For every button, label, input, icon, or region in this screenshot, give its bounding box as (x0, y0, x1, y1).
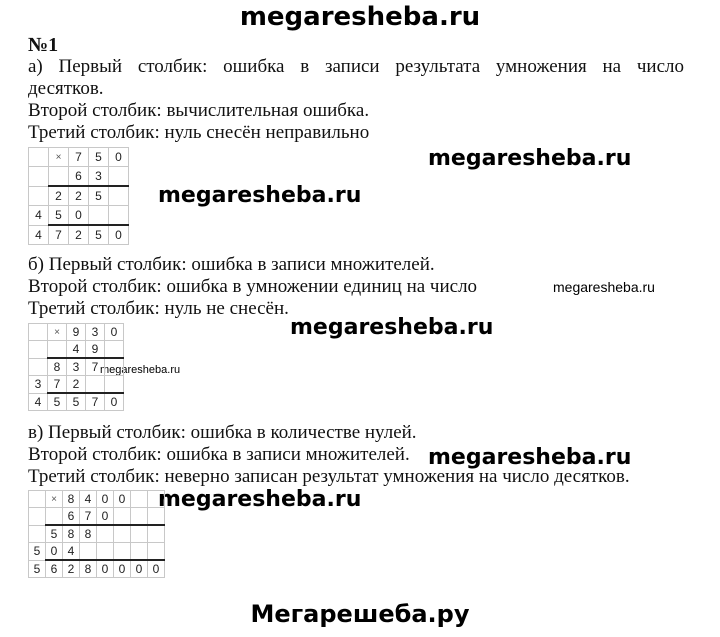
grid-cell: 0 (97, 491, 114, 508)
section-b-line3: Третий столбик: нуль не снесён. (28, 298, 289, 319)
grid-row (29, 167, 129, 187)
grid-cell: 2 (67, 376, 86, 394)
grid-cell: 0 (109, 148, 129, 167)
grid-cell: × (46, 491, 63, 508)
grid-cell (97, 543, 114, 561)
multiplication-grid-a (28, 147, 129, 245)
grid-row (29, 206, 129, 226)
grid-cell: 0 (109, 225, 129, 245)
grid-cell (148, 508, 165, 526)
section-a-line1: а) Первый столбик: ошибка в записи результата умножения на число (28, 56, 684, 77)
grid-cell: 2 (49, 186, 69, 206)
grid-cell: 5 (89, 148, 109, 167)
section-b-line1: б) Первый столбик: ошибка в записи множителей. (28, 254, 435, 275)
grid-cell: × (49, 148, 69, 167)
grid-row (29, 225, 129, 245)
grid-row (29, 560, 165, 578)
grid-cell: 6 (46, 560, 63, 578)
grid-row (29, 508, 165, 526)
grid-cell: 3 (29, 376, 48, 394)
grid-cell: 8 (80, 525, 97, 543)
grid-cell (109, 167, 129, 187)
grid-cell (109, 186, 129, 206)
grid-cell: 5 (67, 393, 86, 411)
grid-cell (105, 341, 124, 359)
grid-cell (46, 508, 63, 526)
grid-cell (131, 508, 148, 526)
grid-cell (80, 543, 97, 561)
grid-cell: 0 (46, 543, 63, 561)
watermark: megaresheba.ru (290, 315, 494, 340)
grid-cell: 8 (63, 491, 80, 508)
grid-cell: 0 (97, 560, 114, 578)
grid-cell: 4 (29, 393, 48, 411)
grid-cell (131, 525, 148, 543)
grid-cell: 5 (49, 206, 69, 226)
grid-cell (148, 543, 165, 561)
grid-cell: 2 (69, 186, 89, 206)
multiplication-grid-c (28, 490, 165, 578)
grid-cell: 3 (89, 167, 109, 187)
watermark: megaresheba.ru (428, 445, 632, 470)
section-a-line2: Второй столбик: вычислительная ошибка. (28, 100, 370, 121)
section-c-line1: в) Первый столбик: ошибка в количестве нулей. (28, 422, 417, 443)
grid-cell (89, 206, 109, 226)
grid-cell (29, 508, 46, 526)
grid-cell: 5 (29, 543, 46, 561)
grid-cell (97, 525, 114, 543)
grid-cell: 2 (63, 560, 80, 578)
grid-cell (29, 167, 49, 187)
grid-cell: 4 (29, 225, 49, 245)
grid-cell: 0 (69, 206, 89, 226)
grid-cell: 7 (80, 508, 97, 526)
grid-cell: 5 (46, 525, 63, 543)
grid-row (29, 393, 124, 411)
grid-cell: 8 (80, 560, 97, 578)
grid-row (29, 376, 124, 394)
grid-cell (29, 341, 48, 359)
section-c-line3: Третий столбик: неверно записан результат умножения на число десятков. (28, 466, 630, 487)
site-watermark-bottom: Мегарешеба.ру (250, 600, 470, 628)
watermark: megaresheba.ru (428, 146, 632, 171)
grid-cell: 4 (63, 543, 80, 561)
grid-cell: 7 (86, 393, 105, 411)
grid-cell: 0 (105, 324, 124, 341)
section-c-line2: Второй столбик: ошибка в записи множителей. (28, 444, 410, 465)
grid-cell (131, 491, 148, 508)
grid-cell (131, 543, 148, 561)
grid-cell (29, 491, 46, 508)
grid-cell (29, 358, 48, 376)
grid-cell: 0 (97, 508, 114, 526)
grid-row (29, 491, 165, 508)
grid-row (29, 324, 124, 341)
grid-cell (114, 543, 131, 561)
watermark: megaresheba.ru (100, 364, 181, 376)
grid-cell: 5 (29, 560, 46, 578)
grid-cell: 0 (114, 560, 131, 578)
grid-row (29, 543, 165, 561)
grid-cell: 3 (67, 358, 86, 376)
grid-cell: 0 (114, 491, 131, 508)
grid-cell (49, 167, 69, 187)
grid-cell: 5 (89, 186, 109, 206)
grid-cell: 0 (148, 560, 165, 578)
grid-cell (86, 376, 105, 394)
grid-row (29, 358, 124, 376)
grid-cell: 2 (69, 225, 89, 245)
grid-cell (105, 358, 124, 376)
grid-cell (109, 206, 129, 226)
grid-row (29, 148, 129, 167)
grid-cell: 3 (86, 324, 105, 341)
grid-cell: 4 (29, 206, 49, 226)
section-a-line1-cont: десятков. (28, 78, 104, 99)
grid-cell: 8 (63, 525, 80, 543)
watermark: megaresheba.ru (158, 487, 362, 512)
grid-row (29, 525, 165, 543)
grid-cell: 9 (67, 324, 86, 341)
multiplication-grid-b (28, 323, 124, 411)
grid-cell: 8 (48, 358, 67, 376)
grid-cell: 0 (105, 393, 124, 411)
site-watermark-top: megaresheba.ru (239, 2, 481, 32)
grid-cell: × (48, 324, 67, 341)
grid-cell: 0 (131, 560, 148, 578)
grid-cell (114, 525, 131, 543)
grid-cell (48, 341, 67, 359)
grid-cell: 4 (67, 341, 86, 359)
grid-cell (148, 491, 165, 508)
section-a-line3: Третий столбик: нуль снесён неправильно (28, 122, 370, 143)
grid-cell: 9 (86, 341, 105, 359)
grid-cell (29, 148, 49, 167)
grid-cell (29, 525, 46, 543)
section-b-line2: Второй столбик: ошибка в умножении единиц на число (28, 276, 478, 297)
grid-cell: 7 (49, 225, 69, 245)
grid-cell: 5 (48, 393, 67, 411)
watermark: megaresheba.ru (158, 183, 362, 208)
grid-cell: 5 (89, 225, 109, 245)
grid-cell: 7 (69, 148, 89, 167)
grid-cell (148, 525, 165, 543)
grid-cell: 4 (80, 491, 97, 508)
grid-cell: 7 (48, 376, 67, 394)
grid-cell (114, 508, 131, 526)
grid-cell: 7 (86, 358, 105, 376)
grid-cell (29, 324, 48, 341)
grid-cell: 6 (63, 508, 80, 526)
watermark: megaresheba.ru (553, 279, 655, 295)
grid-row (29, 341, 124, 359)
grid-cell (105, 376, 124, 394)
grid-cell: 6 (69, 167, 89, 187)
grid-cell (29, 186, 49, 206)
grid-row (29, 186, 129, 206)
task-number: №1 (28, 34, 59, 56)
